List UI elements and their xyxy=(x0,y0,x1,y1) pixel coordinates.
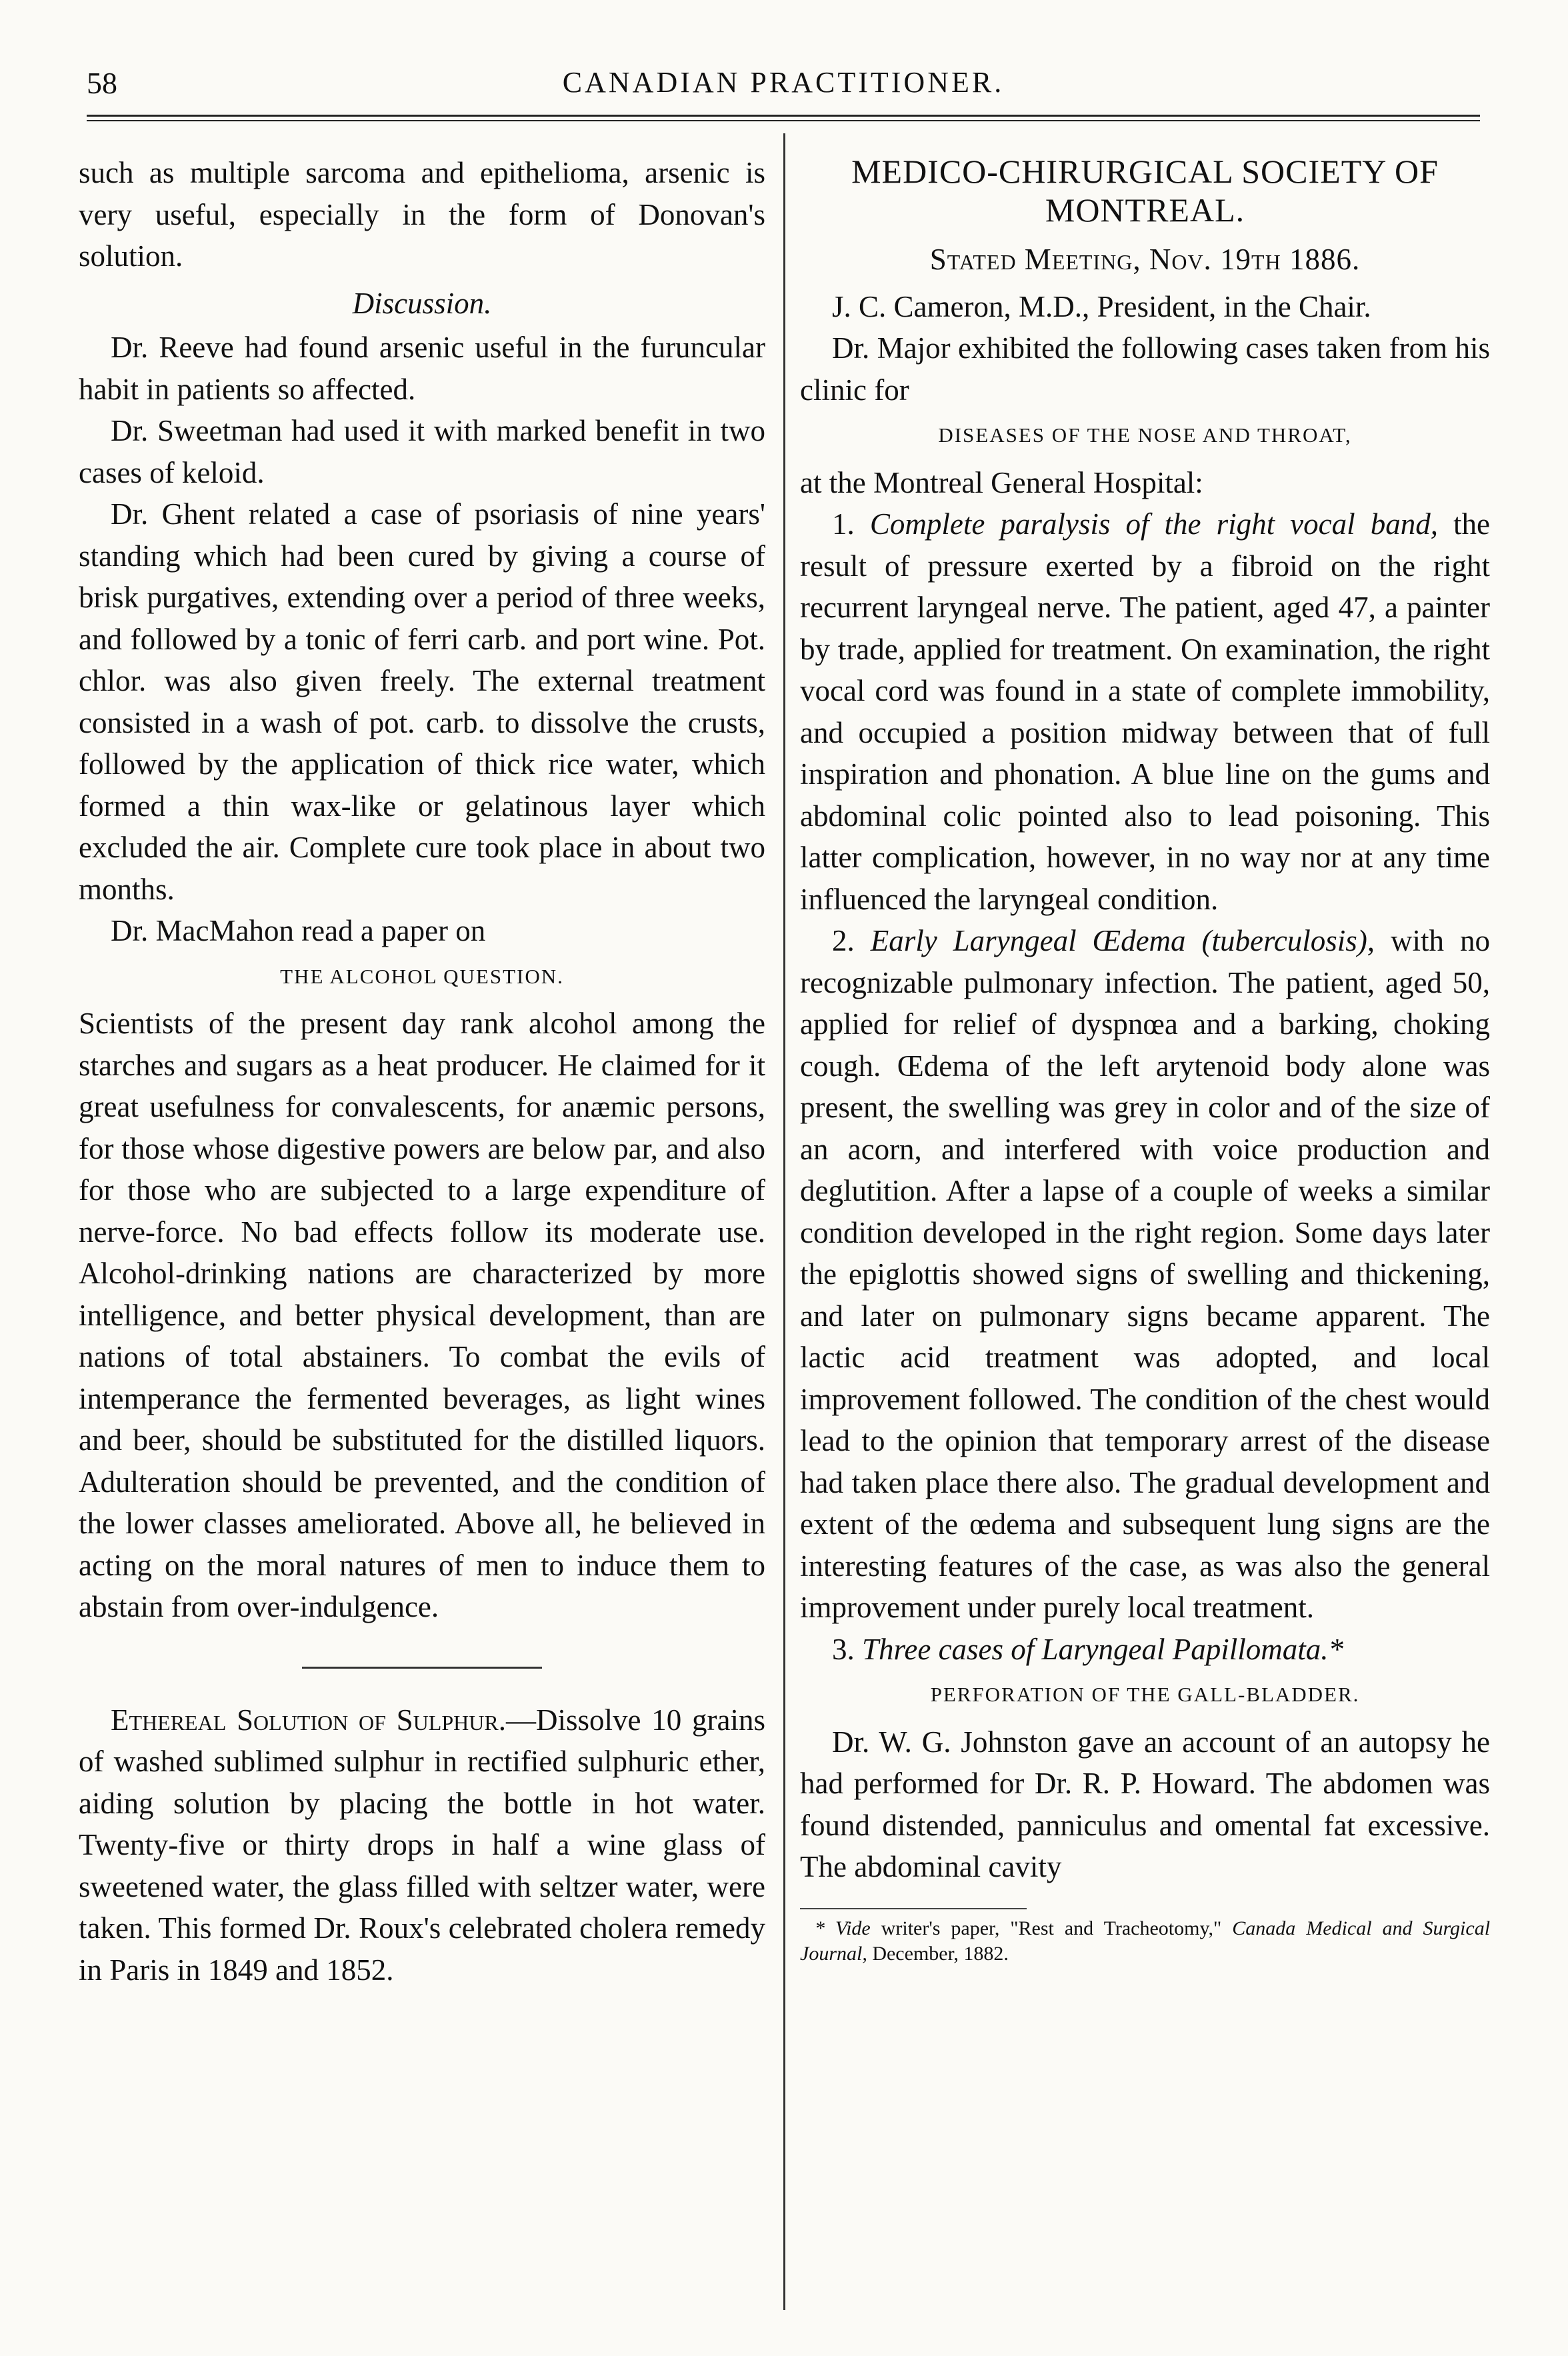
case-2-number: 2. xyxy=(832,924,855,957)
footnote-date: December, 1882. xyxy=(872,1942,1009,1965)
case-3-number: 3. xyxy=(832,1632,855,1666)
case-1-text: the result of pressure exerted by a fibroid on the right recurrent laryngeal nerve. The patient, aged 47, a painter by trade, applied for treatment. On examination, the right vocal cord was found in a state of complete immobility, and occupied a position midway between that of full inspiration and phonation. A blue line on the gums and abdominal colic pointed also to lead poisoning. This latter complication, however, in no way nor at any time influenced the laryngeal condition. xyxy=(800,507,1491,916)
president-line: J. C. Cameron, M.D., President, in the Chair. xyxy=(832,289,1371,323)
paragraph-sweetman: Dr. Sweetman had used it with marked benefit in two cases of keloid. xyxy=(79,414,765,489)
case-1-title: Complete paralysis of the right vocal band, xyxy=(869,507,1438,541)
page-number: 58 xyxy=(87,66,117,100)
footnote-marker: * Vide xyxy=(815,1917,871,1939)
paragraph-johnston: Dr. W. G. Johnston gave an account of an autopsy he had performed for Dr. R. P. Howard. The abdomen was found distended, panniculus and omental fat excessive. The abdominal cavity xyxy=(800,1725,1490,1883)
case-3-title: Three cases of Laryngeal Papillomata.* xyxy=(862,1632,1344,1666)
header-rule xyxy=(87,115,1480,117)
case-1 xyxy=(800,503,1490,920)
paragraph-ghent: Dr. Ghent related a case of psoriasis of nine years' standing which had been cured by giving a course of brisk purgatives, extending over a period of three weeks, and followed by a tonic of ferri carb. and port wine. Pot. chlor. was also given freely. The external treatment consisted in a wash of pot. carb. to dissolve the crusts, followed by the application of thick rice water, which formed a thin wax-like or gelatinous layer which excluded the air. Complete cure took place in about two months. xyxy=(79,497,765,906)
page-header xyxy=(87,65,1480,112)
section-separator xyxy=(302,1667,542,1669)
footnote-rule xyxy=(800,1908,1027,1909)
footnote xyxy=(800,1916,1490,1967)
ethereal-title: Ethereal Solution of Sulphur. xyxy=(111,1703,506,1737)
perforation-heading: PERFORATION OF THE GALL-BLADDER. xyxy=(930,1683,1360,1706)
case-1-number: 1. xyxy=(832,507,855,541)
footnote-text: writer's paper, "Rest and Tracheotomy," xyxy=(881,1917,1222,1939)
paragraph-alcohol: Scientists of the present day rank alcohol among the starches and sugars as a heat producer. He claimed for it great usefulness for convalescents, for anæmic persons, for those whose digestive powers are below par, and also for those who are subjected to a large expenditure of nerve-force. No bad effects follow its moderate use. Alcohol-drinking nations are characterized by more intelligence, and better physical development, than are nations of total abstainers. To combat the evils of intemperance the fermented beverages, as light wines and beer, should be substituted for the distilled liquors. Adulteration should be prevented, and the condition of the lower classes ameliorated. Above all, he believed in acting on the moral natures of men to induce them to abstain from over-indulgence. xyxy=(79,1007,765,1623)
alcohol-question-heading: THE ALCOHOL QUESTION. xyxy=(280,964,564,988)
meeting-line: Stated Meeting, Nov. 19th 1886. xyxy=(929,243,1361,276)
case-3 xyxy=(800,1629,1490,1671)
column-divider xyxy=(783,133,785,2310)
case-2-title: Early Laryngeal Œdema (tuberculosis), xyxy=(870,924,1375,957)
society-heading: MEDICO-CHIRURGICAL SOCIETY OF MONTREAL. xyxy=(851,153,1439,229)
header-rule-thin xyxy=(87,120,1480,121)
left-column xyxy=(79,152,765,1991)
discussion-heading: Discussion. xyxy=(352,286,492,320)
intro-paragraph: Dr. Major exhibited the following cases taken from his clinic for xyxy=(800,331,1490,407)
paragraph-ethereal xyxy=(79,1699,765,1991)
paragraph-reeve: Dr. Reeve had found arsenic useful in the furuncular habit in patients so affected. xyxy=(79,331,765,406)
case-2-text: with no recognizable pulmonary infection. The patient, aged 50, applied for relief of dyspnœa and a barking, choking cough. Œdema of the left arytenoid body alone was present, the swelling was grey in color and of the size of an acorn, and interfered with voice production and deglutition. After a lapse of a couple of weeks a similar condition developed in the right region. Some days later the epiglottis showed signs of swelling and thickening, and later on pulmonary signs became apparent. The lactic acid treatment was adopted, and local improvement followed. The condition of the chest would lead to the opinion that temporary arrest of the disease had taken place there also. The gradual development and extent of the œdema and subsequent lung signs are the interesting features of the case, as was also the general improvement under purely local treatment. xyxy=(800,924,1490,1624)
hospital-line: at the Montreal General Hospital: xyxy=(800,465,1203,499)
right-column xyxy=(800,152,1490,1967)
running-title: CANADIAN PRACTITIONER. xyxy=(562,66,1005,99)
paragraph-arsenic: such as multiple sarcoma and epithelioma, arsenic is very useful, especially in the form of Donovan's solution. xyxy=(79,156,765,273)
paragraph-macmahon: Dr. MacMahon read a paper on xyxy=(111,914,486,947)
footnote-journal: Canada Medical and Surgical Journal, xyxy=(800,1917,1491,1965)
case-2 xyxy=(800,920,1490,1629)
ethereal-text: —Dissolve 10 grains of washed sublimed sulphur in rectified sulphuric ether, aiding solution by placing the bottle in hot water. Twenty-five or thirty drops in half a wine glass of sweetened water, the glass filled with seltzer water, were taken. This formed Dr. Roux's celebrated cholera remedy in Paris in 1849 and 1852. xyxy=(79,1703,765,1987)
diseases-heading: DISEASES OF THE NOSE AND THROAT, xyxy=(938,423,1352,447)
